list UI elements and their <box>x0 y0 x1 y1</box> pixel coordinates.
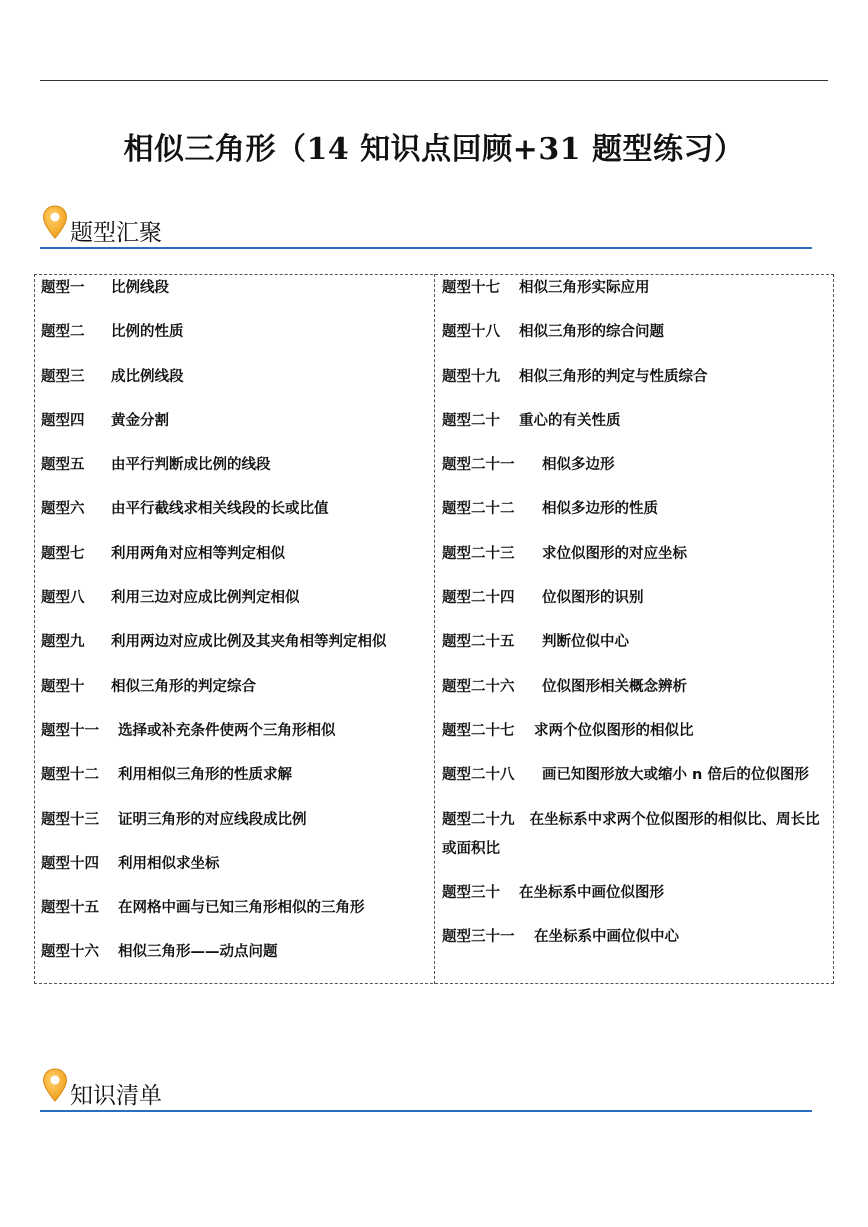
toc-item[interactable]: 题型三十一 在坐标系中画位似中心 <box>442 929 679 946</box>
toc-item[interactable]: 题型九 利用两边对应成比例及其夹角相等判定相似 <box>41 634 387 651</box>
toc-item[interactable]: 题型三十 在坐标系中画位似图形 <box>442 884 664 901</box>
toc-item[interactable]: 题型二十一 相似多边形 <box>442 457 615 474</box>
toc-item[interactable]: 题型十三 证明三角形的对应线段成比例 <box>41 811 307 828</box>
toc-item[interactable]: 题型十五 在网格中画与已知三角形相似的三角形 <box>41 900 365 917</box>
toc-item[interactable]: 题型十七 相似三角形实际应用 <box>442 280 650 296</box>
toc-item[interactable]: 题型七 利用两角对应相等判定相似 <box>41 545 285 562</box>
toc-item[interactable]: 题型三 成比例线段 <box>41 368 184 385</box>
toc-left-column <box>41 274 429 967</box>
page-title: 相似三角形（14 知识点回顾+31 题型练习） <box>123 132 745 167</box>
section-title-knowledge: 知识清单 <box>70 1083 162 1109</box>
map-pin-icon <box>42 1068 68 1102</box>
toc-item[interactable]: 题型二十九 在坐标系中求两个位似图形的相似比、周长比或面积比 <box>442 811 820 857</box>
toc-item[interactable]: 题型二十八 画已知图形放大或缩小 n 倍后的位似图形 <box>442 767 809 784</box>
header-rule <box>40 80 828 81</box>
toc-item[interactable]: 题型二十六 位似图形相关概念辨析 <box>442 678 687 695</box>
toc-column-divider <box>434 274 435 984</box>
toc-item[interactable]: 题型四 黄金分割 <box>41 412 169 429</box>
toc-item[interactable]: 题型八 利用三边对应成比例判定相似 <box>41 590 300 607</box>
map-pin-icon <box>42 205 68 239</box>
toc-item[interactable]: 题型二 比例的性质 <box>41 324 184 341</box>
toc-item[interactable]: 题型二十七 求两个位似图形的相似比 <box>442 722 694 739</box>
toc-item[interactable]: 题型五 由平行判断成比例的线段 <box>41 457 271 474</box>
section-title-summary: 题型汇聚 <box>70 220 162 246</box>
toc-item[interactable]: 题型十九 相似三角形的判定与性质综合 <box>442 368 708 385</box>
toc-item[interactable]: 题型十 相似三角形的判定综合 <box>41 678 256 695</box>
toc-item[interactable]: 题型二十三 求位似图形的对应坐标 <box>442 545 687 562</box>
toc-item[interactable]: 题型十一 选择或补充条件使两个三角形相似 <box>41 722 336 739</box>
toc-right-column <box>442 274 830 952</box>
toc-item[interactable]: 题型六 由平行截线求相关线段的长或比值 <box>41 501 329 518</box>
toc-item[interactable]: 题型十四 利用相似求坐标 <box>41 855 220 872</box>
section-header-knowledge <box>40 1066 812 1112</box>
toc-item[interactable]: 题型十八 相似三角形的综合问题 <box>442 324 664 341</box>
toc-item[interactable]: 题型二十五 判断位似中心 <box>442 634 629 651</box>
toc-item[interactable]: 题型二十二 相似多边形的性质 <box>442 501 658 518</box>
toc-item[interactable]: 题型十二 利用相似三角形的性质求解 <box>41 767 292 784</box>
section-header-summary <box>40 203 812 249</box>
toc-item[interactable]: 题型二十 重心的有关性质 <box>442 412 621 429</box>
toc-item[interactable]: 题型十六 相似三角形——动点问题 <box>41 944 278 961</box>
toc-item[interactable]: 题型二十四 位似图形的识别 <box>442 590 644 607</box>
toc-item[interactable]: 题型一 比例线段 <box>41 280 169 296</box>
